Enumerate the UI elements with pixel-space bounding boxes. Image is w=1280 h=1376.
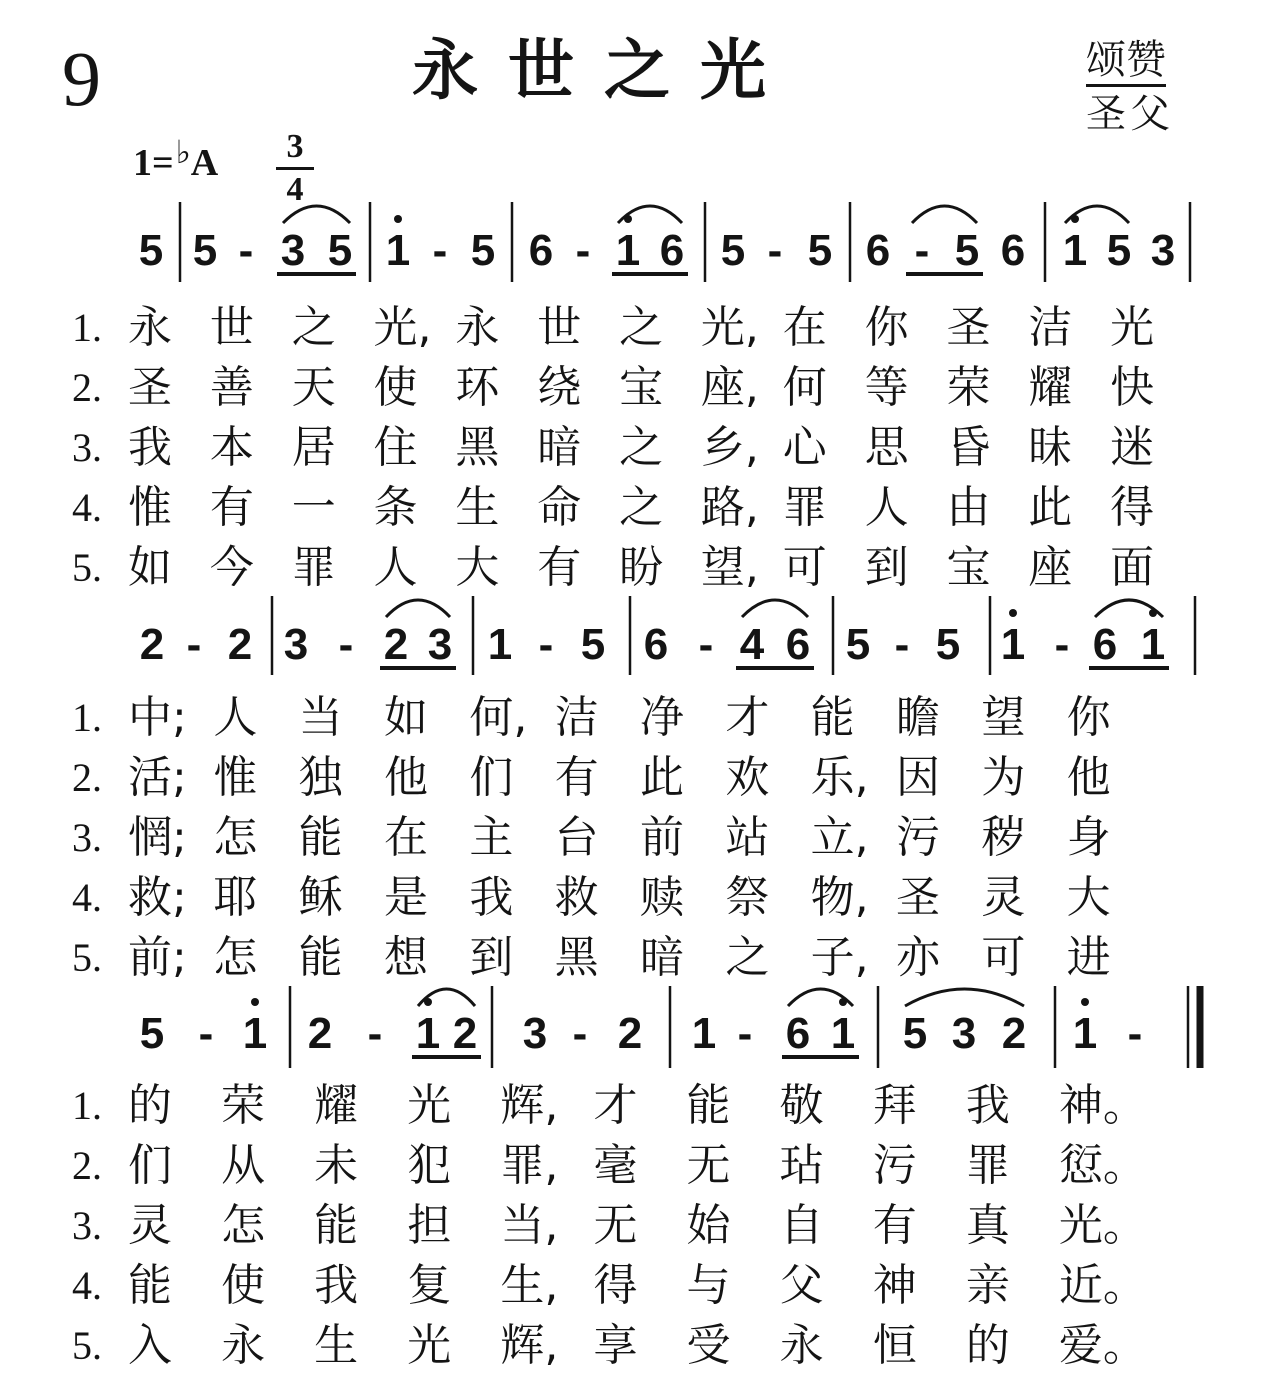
- lyric-syllable: 心: [782, 422, 827, 473]
- lyric-syllable: 有: [209, 482, 254, 533]
- verse-number: 5.: [72, 1323, 102, 1368]
- lyric-syllable: 罪: [782, 482, 827, 533]
- lyric-syllable: 我: [965, 1080, 1010, 1131]
- lyric-syllable: 昏: [946, 422, 991, 473]
- lyric-syllable: 爱。: [1058, 1320, 1147, 1371]
- slur: [386, 600, 450, 617]
- sustain-dash: -: [538, 620, 554, 669]
- lyric-syllable: 担: [407, 1200, 452, 1251]
- note: 5: [192, 226, 218, 275]
- time-numerator: 3: [286, 128, 304, 165]
- lyric-syllable: 恒: [872, 1320, 917, 1371]
- note: 6: [643, 620, 669, 669]
- lyric-syllable: 无: [593, 1200, 638, 1251]
- lyric-syllable: 永: [128, 302, 172, 353]
- lyric-syllable: 在: [782, 302, 827, 353]
- sustain-dash: -: [186, 620, 202, 669]
- lyric-syllable: 洁: [554, 692, 599, 743]
- key-note: A: [190, 142, 219, 184]
- lyric-syllable: 进: [1066, 932, 1111, 983]
- lyric-syllable: 在: [384, 812, 428, 863]
- lyric-syllable: 我: [128, 422, 172, 473]
- lyric-syllable: 污: [896, 812, 940, 863]
- lyric-syllable: 能: [314, 1200, 359, 1251]
- note: 1: [415, 1009, 441, 1058]
- lyric-syllable: 世: [537, 302, 582, 353]
- lyric-syllable: 洁: [1028, 302, 1073, 353]
- lyric-syllable: 自: [779, 1200, 824, 1251]
- lyric-syllable: 光: [1110, 302, 1155, 353]
- lyric-verse-1: [72, 1076, 1152, 1136]
- lyric-syllable: 真: [965, 1200, 1010, 1251]
- lyric-syllable: 如: [384, 692, 428, 743]
- lyric-syllable: 未: [314, 1140, 359, 1191]
- octave-dot: [1009, 609, 1017, 617]
- lyric-syllable: 光。: [1058, 1200, 1147, 1251]
- lyric-syllable: 救: [554, 872, 599, 923]
- lyric-syllable: 如: [128, 542, 172, 593]
- note: 2: [617, 1009, 643, 1058]
- lyric-syllable: 当: [298, 692, 343, 743]
- note: 1: [830, 1009, 856, 1058]
- lyric-syllable: 物,: [810, 872, 869, 923]
- lyric-syllable: 赎: [640, 872, 684, 923]
- octave-dot: [394, 215, 402, 223]
- lyric-syllable: 近。: [1058, 1260, 1147, 1311]
- note: 1: [487, 620, 513, 669]
- hymn-title: 永世之光: [412, 32, 796, 109]
- lyric-syllable: 命: [537, 482, 582, 533]
- lyric-syllable: 敬: [779, 1080, 824, 1131]
- verse-number: 4.: [72, 485, 102, 530]
- lyric-syllable: 生: [455, 482, 500, 533]
- sustain-dash: -: [914, 226, 930, 275]
- note: 5: [139, 1009, 165, 1058]
- octave-dot: [1081, 998, 1089, 1006]
- lyric-syllable: 迷: [1110, 422, 1155, 473]
- lyric-syllable: 才: [725, 692, 770, 743]
- note: 1: [615, 226, 641, 275]
- lyric-syllable: 黑: [554, 932, 599, 983]
- lyric-syllable: 瞻: [896, 692, 940, 743]
- lyric-syllable: 暗: [537, 422, 582, 473]
- note: 5: [580, 620, 606, 669]
- key-do: 1: [133, 142, 152, 184]
- lyric-syllable: 光,: [373, 302, 432, 353]
- sustain-dash: -: [737, 1009, 753, 1058]
- lyric-syllable: 他: [1066, 752, 1111, 803]
- lyric-verse-1: [72, 688, 1152, 748]
- lyric-syllable: 欢: [725, 752, 770, 803]
- lyric-syllable: 世: [209, 302, 254, 353]
- lyric-syllable: 昧: [1028, 422, 1073, 473]
- note: 3: [1150, 226, 1176, 275]
- lyric-syllable: 中;: [128, 692, 187, 743]
- note: 1: [691, 1009, 717, 1058]
- lyric-syllable: 身: [1066, 812, 1111, 863]
- lyric-syllable: 有: [554, 752, 599, 803]
- verse-number: 4.: [72, 1263, 102, 1308]
- verse-number: 1.: [72, 1083, 102, 1128]
- lyric-syllable: 永: [221, 1320, 266, 1371]
- lyric-syllable: 能: [298, 812, 343, 863]
- lyrics-block-2: [72, 688, 1152, 988]
- lyric-syllable: 毫: [593, 1140, 638, 1191]
- lyric-syllable: 罪,: [500, 1140, 559, 1191]
- lyric-syllable: 灵: [981, 872, 1026, 923]
- note: 1: [242, 1009, 268, 1058]
- lyrics-block-1: [72, 298, 1192, 598]
- lyric-syllable: 荣: [221, 1080, 266, 1131]
- lyric-syllable: 何,: [469, 692, 528, 743]
- lyric-syllable: 才: [593, 1080, 638, 1131]
- lyric-syllable: 你: [1066, 692, 1111, 743]
- lyric-syllable: 复: [407, 1260, 452, 1311]
- lyric-syllable: 犯: [407, 1140, 452, 1191]
- lyric-syllable: 怎: [221, 1200, 266, 1251]
- note: 2: [227, 620, 253, 669]
- slur: [283, 206, 350, 223]
- lyric-syllable: 们: [128, 1140, 172, 1191]
- note: 4: [739, 620, 765, 669]
- hymn-category: 颂赞: [1086, 40, 1166, 87]
- lyric-syllable: 是: [384, 872, 428, 923]
- lyric-syllable: 何: [782, 362, 827, 413]
- note: 6: [1000, 226, 1026, 275]
- lyric-syllable: 亦: [896, 932, 940, 983]
- lyric-syllable: 罪: [965, 1140, 1010, 1191]
- lyric-syllable: 能: [298, 932, 343, 983]
- lyric-syllable: 盼: [619, 542, 664, 593]
- flat-sign: ♭: [175, 134, 191, 170]
- note: 3: [280, 226, 306, 275]
- lyric-syllable: 天: [291, 362, 336, 413]
- note: 1: [385, 226, 411, 275]
- lyric-syllable: 黑: [455, 422, 500, 473]
- verse-number: 2.: [72, 755, 102, 800]
- lyric-syllable: 圣: [946, 302, 991, 353]
- lyric-syllable: 愆。: [1058, 1140, 1147, 1191]
- lyric-syllable: 荣: [946, 362, 991, 413]
- lyric-syllable: 本: [209, 422, 254, 473]
- lyric-syllable: 前: [640, 812, 684, 863]
- lyric-syllable: 得: [593, 1260, 638, 1311]
- verse-number: 1.: [72, 695, 102, 740]
- verse-number: 3.: [72, 815, 102, 860]
- lyric-syllable: 路,: [700, 482, 759, 533]
- verse-number: 3.: [72, 1203, 102, 1248]
- lyric-syllable: 想: [384, 932, 428, 983]
- lyric-syllable: 立,: [810, 812, 869, 863]
- lyric-syllable: 当,: [500, 1200, 559, 1251]
- lyric-syllable: 们: [469, 752, 514, 803]
- lyric-verse-4: [72, 478, 1192, 538]
- lyric-syllable: 暗: [640, 932, 684, 983]
- verse-number: 2.: [72, 1143, 102, 1188]
- lyric-syllable: 圣: [896, 872, 940, 923]
- lyric-syllable: 光: [407, 1320, 452, 1371]
- lyric-syllable: 污: [872, 1140, 917, 1191]
- slur: [912, 206, 977, 223]
- lyric-syllable: 大: [1066, 872, 1111, 923]
- lyric-syllable: 此: [640, 752, 684, 803]
- verse-number: 1.: [72, 305, 102, 350]
- lyric-syllable: 惘;: [128, 812, 187, 863]
- sustain-dash: -: [432, 226, 448, 275]
- lyric-syllable: 到: [469, 932, 514, 983]
- sustain-dash: -: [767, 226, 783, 275]
- lyric-verse-2: [72, 1136, 1152, 1196]
- note: 5: [138, 226, 164, 275]
- sustain-dash: -: [575, 226, 591, 275]
- lyric-syllable: 生: [314, 1320, 359, 1371]
- lyric-syllable: 座,: [700, 362, 759, 413]
- note: 5: [845, 620, 871, 669]
- lyric-syllable: 的: [965, 1320, 1010, 1371]
- lyric-syllable: 今: [209, 542, 254, 593]
- lyric-syllable: 生,: [500, 1260, 559, 1311]
- lyric-syllable: 父: [779, 1260, 824, 1311]
- sustain-dash: -: [367, 1009, 383, 1058]
- lyric-syllable: 怎: [213, 932, 258, 983]
- sustain-dash: -: [698, 620, 714, 669]
- lyric-syllable: 有: [872, 1200, 917, 1251]
- lyric-syllable: 大: [455, 542, 500, 593]
- lyric-syllable: 耶: [213, 872, 258, 923]
- lyric-syllable: 永: [779, 1320, 824, 1371]
- lyric-syllable: 面: [1110, 542, 1155, 593]
- sustain-dash: -: [338, 620, 354, 669]
- lyric-syllable: 可: [981, 932, 1026, 983]
- lyric-verse-1: [72, 298, 1192, 358]
- key-equals: =: [152, 142, 174, 184]
- verse-number: 5.: [72, 935, 102, 980]
- lyric-syllable: 之: [725, 932, 770, 983]
- lyric-syllable: 人: [373, 542, 418, 593]
- lyric-syllable: 台: [554, 812, 599, 863]
- note: 2: [139, 620, 165, 669]
- slur: [905, 989, 1024, 1006]
- lyric-syllable: 永: [455, 302, 500, 353]
- lyric-syllable: 善: [209, 362, 254, 413]
- lyric-syllable: 等: [864, 362, 909, 413]
- slur: [742, 600, 808, 617]
- lyric-syllable: 能: [686, 1080, 731, 1131]
- lyric-syllable: 居: [291, 422, 336, 473]
- note: 2: [307, 1009, 333, 1058]
- lyric-syllable: 稣: [298, 872, 343, 923]
- lyric-syllable: 受: [686, 1320, 731, 1371]
- lyric-syllable: 耀: [314, 1080, 359, 1131]
- lyric-syllable: 为: [981, 752, 1026, 803]
- lyric-syllable: 环: [455, 362, 500, 413]
- note: 3: [522, 1009, 548, 1058]
- lyric-syllable: 快: [1110, 362, 1155, 413]
- lyric-syllable: 与: [686, 1260, 731, 1311]
- lyric-syllable: 由: [946, 482, 991, 533]
- lyric-syllable: 拜: [872, 1080, 917, 1131]
- note: 3: [283, 620, 309, 669]
- lyric-syllable: 思: [864, 422, 909, 473]
- note: 5: [1106, 226, 1132, 275]
- lyric-syllable: 怎: [213, 812, 258, 863]
- tune-name: 圣父: [1086, 91, 1174, 137]
- lyric-verse-3: [72, 808, 1152, 868]
- note: 5: [470, 226, 496, 275]
- lyric-syllable: 条: [373, 482, 418, 533]
- lyric-syllable: 前;: [128, 932, 187, 983]
- note: 6: [1092, 620, 1118, 669]
- lyric-syllable: 能: [810, 692, 855, 743]
- note: 2: [1001, 1009, 1027, 1058]
- lyric-verse-2: [72, 748, 1152, 808]
- lyric-syllable: 之: [291, 302, 336, 353]
- verse-number: 4.: [72, 875, 102, 920]
- verse-number: 2.: [72, 365, 102, 410]
- lyric-syllable: 活;: [128, 752, 187, 803]
- note: 1: [1140, 620, 1166, 669]
- lyric-syllable: 救;: [128, 872, 187, 923]
- lyric-syllable: 光,: [700, 302, 759, 353]
- lyric-syllable: 宝: [619, 362, 664, 413]
- lyric-syllable: 辉,: [500, 1080, 559, 1131]
- note: 6: [785, 620, 811, 669]
- lyric-syllable: 之: [619, 482, 664, 533]
- lyric-syllable: 神。: [1058, 1080, 1147, 1131]
- lyric-syllable: 我: [469, 872, 514, 923]
- lyric-verse-5: [72, 928, 1152, 988]
- lyric-syllable: 入: [128, 1320, 172, 1371]
- lyric-syllable: 主: [469, 812, 514, 863]
- note: 5: [954, 226, 980, 275]
- lyric-syllable: 玷: [779, 1140, 824, 1191]
- lyric-verse-3: [72, 1196, 1152, 1256]
- lyric-syllable: 享: [593, 1320, 638, 1371]
- verse-number: 3.: [72, 425, 102, 470]
- lyric-syllable: 祭: [725, 872, 770, 923]
- lyrics-block-3: [72, 1076, 1152, 1376]
- lyric-syllable: 此: [1028, 482, 1073, 533]
- lyric-syllable: 有: [537, 542, 582, 593]
- lyric-syllable: 一: [291, 482, 336, 533]
- lyric-syllable: 座: [1028, 542, 1073, 593]
- sustain-dash: -: [894, 620, 910, 669]
- lyric-syllable: 乡,: [700, 422, 759, 473]
- lyric-syllable: 我: [314, 1260, 359, 1311]
- lyric-syllable: 可: [782, 542, 827, 593]
- lyric-syllable: 之: [619, 302, 664, 353]
- note: 1: [1072, 1009, 1098, 1058]
- verse-number: 5.: [72, 545, 102, 590]
- lyric-syllable: 从: [221, 1140, 266, 1191]
- lyric-syllable: 之: [619, 422, 664, 473]
- lyric-syllable: 你: [864, 302, 909, 353]
- time-denominator: 4: [286, 171, 304, 208]
- note: 3: [427, 620, 453, 669]
- lyric-syllable: 惟: [213, 752, 258, 803]
- lyric-syllable: 耀: [1028, 362, 1073, 413]
- lyric-syllable: 宝: [946, 542, 991, 593]
- note: 5: [327, 226, 353, 275]
- note: 6: [865, 226, 891, 275]
- lyric-syllable: 使: [373, 362, 418, 413]
- lyric-syllable: 他: [384, 752, 428, 803]
- lyric-syllable: 到: [864, 542, 909, 593]
- sustain-dash: -: [1127, 1009, 1143, 1058]
- lyric-syllable: 站: [725, 812, 770, 863]
- sustain-dash: -: [572, 1009, 588, 1058]
- lyric-syllable: 子,: [810, 932, 869, 983]
- note: 5: [720, 226, 746, 275]
- lyric-syllable: 亲: [965, 1260, 1010, 1311]
- note: 1: [1000, 620, 1026, 669]
- lyric-syllable: 圣: [128, 362, 172, 413]
- note: 5: [902, 1009, 928, 1058]
- lyric-syllable: 神: [872, 1260, 917, 1311]
- lyric-syllable: 光: [407, 1080, 452, 1131]
- lyric-syllable: 乐,: [810, 752, 869, 803]
- lyric-verse-2: [72, 358, 1192, 418]
- lyric-syllable: 独: [298, 752, 343, 803]
- note: 1: [1062, 226, 1088, 275]
- lyric-syllable: 惟: [128, 482, 172, 533]
- lyric-verse-5: [72, 538, 1192, 598]
- sustain-dash: -: [1054, 620, 1070, 669]
- sustain-dash: -: [238, 226, 254, 275]
- lyric-syllable: 的: [128, 1080, 172, 1131]
- note: 3: [951, 1009, 977, 1058]
- lyric-syllable: 灵: [128, 1200, 172, 1251]
- note: 6: [659, 226, 685, 275]
- note: 2: [383, 620, 409, 669]
- lyric-syllable: 因: [896, 752, 940, 803]
- lyric-syllable: 无: [686, 1140, 731, 1191]
- lyric-verse-4: [72, 1256, 1152, 1316]
- lyric-syllable: 辉,: [500, 1320, 559, 1371]
- octave-dot: [251, 998, 259, 1006]
- lyric-syllable: 得: [1110, 482, 1155, 533]
- lyric-syllable: 住: [373, 422, 418, 473]
- lyric-syllable: 望,: [700, 542, 759, 593]
- hymn-number: 9: [62, 35, 101, 122]
- lyric-verse-5: [72, 1316, 1152, 1376]
- note: 5: [807, 226, 833, 275]
- lyric-syllable: 净: [640, 692, 684, 743]
- sustain-dash: -: [198, 1009, 214, 1058]
- lyric-syllable: 始: [686, 1200, 731, 1251]
- lyric-syllable: 人: [864, 482, 909, 533]
- note: 5: [935, 620, 961, 669]
- lyric-syllable: 能: [128, 1260, 172, 1311]
- note: 6: [785, 1009, 811, 1058]
- lyric-syllable: 使: [221, 1260, 266, 1311]
- lyric-verse-3: [72, 418, 1192, 478]
- note: 2: [452, 1009, 478, 1058]
- note: 6: [528, 226, 554, 275]
- lyric-syllable: 望: [981, 692, 1026, 743]
- lyric-syllable: 绕: [537, 362, 582, 413]
- lyric-syllable: 秽: [981, 812, 1026, 863]
- lyric-syllable: 罪: [291, 542, 336, 593]
- lyric-verse-4: [72, 868, 1152, 928]
- lyric-syllable: 人: [213, 692, 258, 743]
